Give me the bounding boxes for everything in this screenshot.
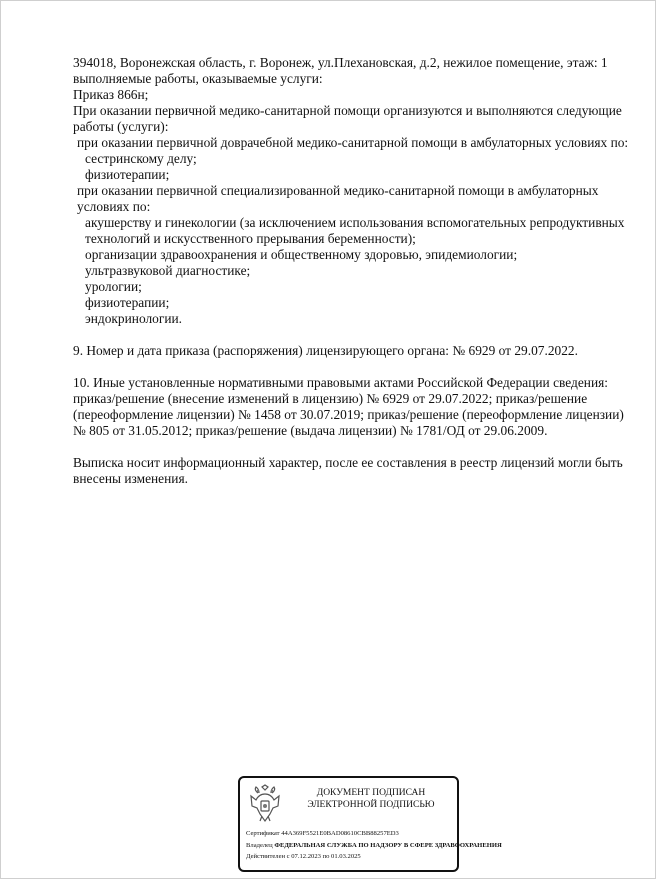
validity-line: Действителен с 07.12.2023 по 01.03.2025	[246, 853, 361, 860]
service-item: организации здравоохранения и общественному здоровью, эпидемиологии;	[85, 247, 518, 262]
certificate-line: Сертификат 44A369F5521E0BAD08610CBB88257ED3	[246, 830, 399, 837]
service-item: физиотерапии;	[85, 167, 170, 182]
owner-line: Владелец ФЕДЕРАЛЬНАЯ СЛУЖБА ПО НАДЗОРУ В СФЕРЕ ЗДРАВООХРАНЕНИЯ	[246, 841, 502, 849]
works-heading: выполняемые работы, оказываемые услуги:	[73, 71, 323, 86]
services-intro: При оказании первичной медико-санитарной помощи организуются и выполняются следующие работы (услуги):	[73, 103, 622, 134]
electronic-signature-stamp	[238, 776, 502, 872]
disclaimer-paragraph: Выписка носит информационный характер, после ее составления в реестр лицензий могли быть внесены изменения.	[73, 455, 623, 486]
specialized-care-heading: при оказании первичной специализированной медико-санитарной помощи в амбулаторных условиях по:	[77, 183, 599, 214]
service-item: эндокринологии.	[85, 311, 183, 326]
order-reference: Приказ 866н;	[73, 87, 149, 102]
service-item: сестринскому делу;	[85, 151, 197, 166]
stamp-details	[246, 828, 502, 863]
document-body	[73, 55, 633, 487]
service-item: акушерству и гинекологии (за исключением использования вспомогательных репродуктивных технологий и искусственного прерывания беременности);	[85, 215, 625, 246]
prehospital-care-heading: при оказании первичной доврачебной медико-санитарной помощи в амбулаторных условиях по:	[77, 135, 629, 150]
order-number-paragraph: 9. Номер и дата приказа (распоряжения) лицензирующего органа: № 6929 от 29.07.2022.	[73, 343, 578, 358]
service-item: урологии;	[85, 279, 142, 294]
address-line: 394018, Воронежская область, г. Воронеж, ул.Плехановская, д.2, нежилое помещение, этаж: 1	[73, 55, 608, 70]
stamp-title: ДОКУМЕНТ ПОДПИСАН ЭЛЕКТРОННОЙ ПОДПИСЬЮ	[307, 788, 435, 810]
service-item: физиотерапии;	[85, 295, 170, 310]
other-info-paragraph: 10. Иные установленные нормативными правовыми актами Российской Федерации сведения: приказ/решение (внесение изменений в лицензию) № 6929 от 29.07.2022; приказ/решение (переоформление лицензии) № 1458 от 30.07.2019; приказ/решение (переоформление лицензии) № 805 от 31.05.2012; приказ/решение (выдача лицензии) № 1781/ОД от 29.06.2009.	[73, 375, 624, 438]
service-item: ультразвуковой диагностике;	[85, 263, 251, 278]
russian-coat-of-arms-icon	[248, 784, 282, 824]
